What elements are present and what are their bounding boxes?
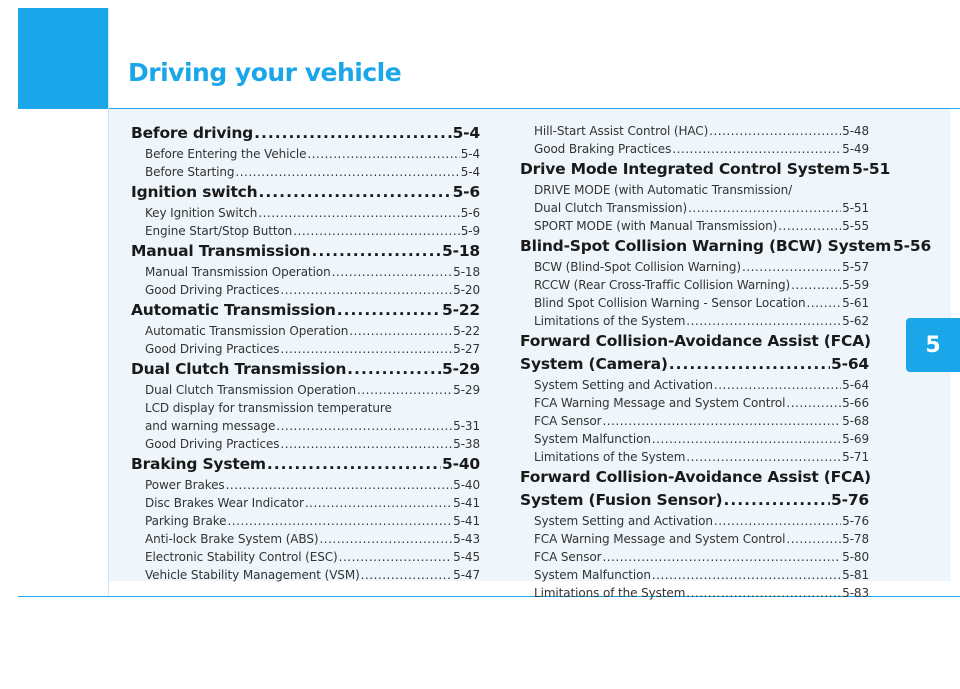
toc-subsection-entry[interactable]: [131, 204, 480, 222]
toc-subsection-entry[interactable]: [520, 412, 869, 430]
dot-leader: [357, 381, 452, 399]
toc-page-number: 5-22: [442, 301, 480, 319]
toc-section-entry[interactable]: [131, 453, 480, 476]
toc-section-entry[interactable]: [131, 240, 480, 263]
dot-leader: [319, 530, 452, 548]
dot-leader: [786, 394, 841, 412]
dot-leader: [311, 240, 441, 263]
toc-entry-label: FCA Sensor: [534, 414, 602, 428]
toc-subsection-entry[interactable]: [520, 294, 869, 312]
toc-entry-label: System Setting and Activation: [534, 378, 713, 392]
toc-subsection-entry[interactable]: [131, 145, 480, 163]
dot-leader: [258, 204, 459, 222]
dot-leader: [686, 448, 841, 466]
toc-page-number: 5-4: [460, 147, 480, 161]
toc-page-number: 5-55: [842, 219, 869, 233]
toc-subsection-entry[interactable]: [131, 263, 480, 281]
toc-page-number: 5-45: [453, 550, 480, 564]
toc-entry-label: SPORT MODE (with Manual Transmission): [534, 219, 778, 233]
toc-page-number: 5-51: [852, 160, 891, 178]
toc-subsection-entry[interactable]: [520, 548, 869, 566]
dot-leader: [254, 122, 452, 145]
toc-page-number: 5-22: [453, 324, 480, 338]
toc-subsection-entry[interactable]: [520, 430, 869, 448]
toc-subsection-entry[interactable]: [131, 512, 480, 530]
toc-subsection-entry[interactable]: [520, 584, 869, 602]
toc-entry-label: Blind-Spot Collision Warning (BCW) System: [520, 237, 892, 255]
dot-leader: [602, 412, 841, 430]
toc-page-number: 5-20: [453, 283, 480, 297]
toc-page-number: 5-48: [842, 124, 869, 138]
toc-page-number: 5-18: [442, 242, 480, 260]
dot-leader: [280, 281, 452, 299]
toc-section-entry[interactable]: [131, 358, 480, 381]
dot-leader: [807, 294, 842, 312]
toc-entry-label: Automatic Transmission: [131, 301, 336, 319]
toc-page-number: 5-66: [842, 396, 869, 410]
toc-subsection-entry[interactable]: [520, 199, 869, 217]
toc-page-number: 5-81: [842, 568, 869, 582]
toc-section-entry[interactable]: [520, 353, 869, 376]
toc-subsection-entry[interactable]: [520, 122, 869, 140]
toc-entry-label: Parking Brake: [145, 514, 227, 528]
dot-leader: [669, 353, 830, 376]
dot-leader: [347, 358, 441, 381]
toc-entry-label: Manual Transmission Operation: [145, 265, 331, 279]
toc-entry-label: Before driving: [131, 124, 254, 142]
dot-leader: [688, 199, 841, 217]
toc-subsection-entry[interactable]: [520, 312, 869, 330]
toc-subsection-entry[interactable]: [131, 566, 480, 584]
toc-subsection-entry[interactable]: [131, 163, 480, 181]
dot-leader: [276, 417, 452, 435]
toc-section-entry[interactable]: [131, 299, 480, 322]
dot-leader: [742, 258, 841, 276]
toc-page-number: 5-29: [453, 383, 480, 397]
toc-subsection-entry-line[interactable]: DRIVE MODE (with Automatic Transmission/: [534, 183, 793, 197]
toc-page-number: 5-43: [453, 532, 480, 546]
chapter-color-block: [18, 8, 109, 109]
toc-subsection-entry[interactable]: [131, 476, 480, 494]
toc-subsection-entry[interactable]: [131, 281, 480, 299]
toc-section-entry[interactable]: [520, 235, 932, 258]
toc-page-number: 5-57: [842, 260, 869, 274]
toc-subsection-entry[interactable]: [520, 530, 869, 548]
dot-leader: [267, 453, 441, 476]
toc-entry-label: Power Brakes: [145, 478, 225, 492]
toc-subsection-entry[interactable]: [520, 566, 869, 584]
toc-entry-label: Limitations of the System: [534, 586, 686, 600]
dot-leader: [339, 548, 453, 566]
toc-entry-label: Before Entering the Vehicle: [145, 147, 307, 161]
toc-section-entry[interactable]: [520, 489, 869, 512]
toc-page-number: 5-4: [460, 165, 480, 179]
toc-entry-label: Braking System: [131, 455, 266, 473]
toc-entry-label: Before Starting: [145, 165, 235, 179]
toc-page-number: 5-49: [842, 142, 869, 156]
dot-leader: [280, 435, 452, 453]
dot-leader: [791, 276, 841, 294]
dot-leader: [672, 140, 841, 158]
dot-leader: [709, 122, 841, 140]
dot-leader: [652, 430, 841, 448]
toc-page-number: 5-40: [453, 478, 480, 492]
toc-page-number: 5-56: [893, 237, 932, 255]
dot-leader: [714, 512, 841, 530]
toc-subsection-entry[interactable]: [520, 394, 869, 412]
toc-subsection-entry[interactable]: [131, 530, 480, 548]
toc-page-number: 5-4: [452, 124, 480, 142]
dot-leader: [226, 476, 453, 494]
dot-leader: [602, 548, 841, 566]
chapter-tab[interactable]: 5: [906, 318, 960, 372]
toc-page-number: 5-6: [460, 206, 480, 220]
toc-entry-label: BCW (Blind-Spot Collision Warning): [534, 260, 741, 274]
toc-page-number: 5-51: [842, 201, 869, 215]
dot-leader: [235, 163, 459, 181]
toc-page-number: 5-59: [842, 278, 869, 292]
toc-subsection-entry[interactable]: [131, 417, 480, 435]
toc-entry-label: System (Camera): [520, 355, 668, 373]
dot-leader: [280, 340, 452, 358]
toc-entry-label: Good Driving Practices: [145, 342, 280, 356]
toc-entry-label: FCA Sensor: [534, 550, 602, 564]
toc-page-number: 5-18: [453, 265, 480, 279]
toc-entry-label: Limitations of the System: [534, 314, 686, 328]
toc-page-number: 5-64: [842, 378, 869, 392]
toc-page-number: 5-61: [842, 296, 869, 310]
toc-subsection-entry[interactable]: [131, 322, 480, 340]
toc-entry-label: Dual Clutch Transmission Operation: [145, 383, 357, 397]
toc-page-number: 5-78: [842, 532, 869, 546]
toc-section-entry-line[interactable]: Forward Collision-Avoidance Assist (FCA): [520, 468, 871, 486]
toc-page-number: 5-69: [842, 432, 869, 446]
dot-leader: [686, 584, 841, 602]
dot-leader: [786, 530, 841, 548]
toc-right-column: [520, 122, 932, 602]
toc-subsection-entry[interactable]: [131, 222, 480, 240]
toc-entry-label: Dual Clutch Transmission: [131, 360, 347, 378]
dot-leader: [714, 376, 841, 394]
toc-section-entry[interactable]: [131, 181, 480, 204]
toc-page-number: 5-76: [842, 514, 869, 528]
toc-entry-label: System (Fusion Sensor): [520, 491, 723, 509]
toc-page-number: 5-83: [842, 586, 869, 600]
toc-entry-label: Automatic Transmission Operation: [145, 324, 349, 338]
dot-leader: [723, 489, 830, 512]
toc-subsection-entry[interactable]: [131, 340, 480, 358]
toc-subsection-entry[interactable]: [520, 276, 869, 294]
toc-subsection-entry-line[interactable]: LCD display for transmission temperature: [145, 401, 392, 415]
toc-subsection-entry[interactable]: [131, 548, 480, 566]
toc-entry-label: Ignition switch: [131, 183, 258, 201]
toc-subsection-entry[interactable]: [520, 140, 869, 158]
toc-page-number: 5-71: [842, 450, 869, 464]
page-title: Driving your vehicle: [128, 58, 402, 87]
toc-entry-label: Manual Transmission: [131, 242, 311, 260]
toc-entry-label: Good Braking Practices: [534, 142, 672, 156]
toc-entry-label: FCA Warning Message and System Control: [534, 532, 786, 546]
dot-leader: [227, 512, 452, 530]
dot-leader: [652, 566, 841, 584]
toc-page-number: 5-80: [842, 550, 869, 564]
toc-page-number: 5-31: [453, 419, 480, 433]
toc-entry-label: System Setting and Activation: [534, 514, 713, 528]
toc-page-number: 5-29: [442, 360, 480, 378]
toc-page-number: 5-76: [831, 491, 869, 509]
toc-entry-label: System Malfunction: [534, 432, 651, 446]
dot-leader: [778, 217, 841, 235]
toc-section-entry-line[interactable]: Forward Collision-Avoidance Assist (FCA): [520, 332, 871, 350]
toc-page-number: 5-64: [831, 355, 869, 373]
dot-leader: [259, 181, 452, 204]
toc-subsection-entry[interactable]: [520, 258, 869, 276]
toc-entry-label: Disc Brakes Wear Indicator: [145, 496, 304, 510]
toc-subsection-entry[interactable]: [520, 512, 869, 530]
dot-leader: [337, 299, 441, 322]
toc-subsection-entry[interactable]: [520, 376, 869, 394]
toc-subsection-entry[interactable]: [131, 381, 480, 399]
toc-entry-label: System Malfunction: [534, 568, 651, 582]
toc-left-column: [131, 122, 480, 584]
toc-page-number: 5-9: [460, 224, 480, 238]
toc-section-entry[interactable]: [131, 122, 480, 145]
toc-entry-label: FCA Warning Message and System Control: [534, 396, 786, 410]
toc-page-number: 5-68: [842, 414, 869, 428]
toc-subsection-entry[interactable]: [131, 435, 480, 453]
toc-page-number: 5-41: [453, 514, 480, 528]
toc-entry-label: Hill-Start Assist Control (HAC): [534, 124, 709, 138]
toc-entry-label: RCCW (Rear Cross-Traffic Collision Warning): [534, 278, 791, 292]
toc-entry-label: Good Driving Practices: [145, 437, 280, 451]
toc-entry-label: Blind Spot Collision Warning - Sensor Location: [534, 296, 806, 310]
dot-leader: [361, 566, 453, 584]
toc-page-number: 5-62: [842, 314, 869, 328]
toc-entry-label: Electronic Stability Control (ESC): [145, 550, 338, 564]
toc-subsection-entry[interactable]: [520, 217, 869, 235]
dot-leader: [332, 263, 453, 281]
toc-page-number: 5-41: [453, 496, 480, 510]
toc-entry-label: Limitations of the System: [534, 450, 686, 464]
toc-entry-label: Dual Clutch Transmission): [534, 201, 688, 215]
toc-entry-label: Drive Mode Integrated Control System: [520, 160, 851, 178]
toc-section-entry[interactable]: [520, 158, 891, 181]
toc-entry-label: Key Ignition Switch: [145, 206, 258, 220]
toc-entry-label: Vehicle Stability Management (VSM): [145, 568, 360, 582]
toc-subsection-entry[interactable]: [131, 494, 480, 512]
toc-page-number: 5-27: [453, 342, 480, 356]
toc-page-number: 5-6: [452, 183, 480, 201]
toc-entry-label: Engine Start/Stop Button: [145, 224, 293, 238]
toc-page-number: 5-40: [442, 455, 480, 473]
toc-subsection-entry[interactable]: [520, 448, 869, 466]
toc-entry-label: Good Driving Practices: [145, 283, 280, 297]
dot-leader: [307, 145, 459, 163]
toc-page-number: 5-38: [453, 437, 480, 451]
dot-leader: [686, 312, 841, 330]
dot-leader: [305, 494, 452, 512]
toc-entry-label: and warning message: [145, 419, 276, 433]
toc-page-number: 5-47: [453, 568, 480, 582]
toc-entry-label: Anti-lock Brake System (ABS): [145, 532, 319, 546]
dot-leader: [293, 222, 459, 240]
dot-leader: [349, 322, 452, 340]
